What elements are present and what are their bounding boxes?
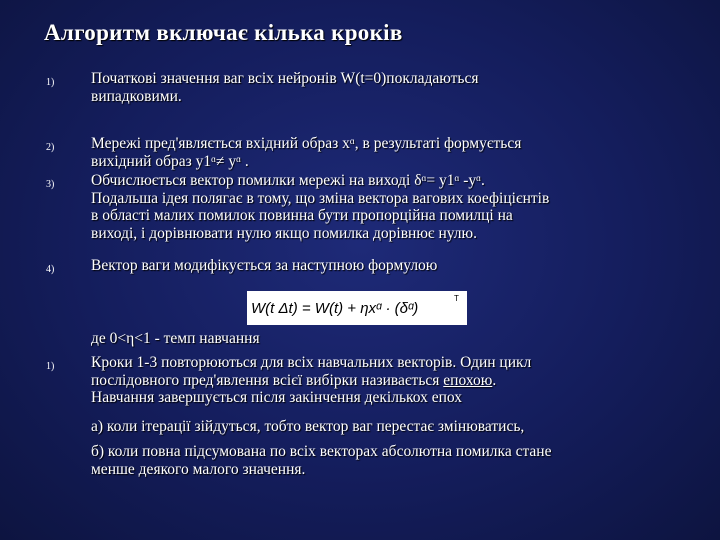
- list-item-5-line-2-end: .: [492, 371, 497, 389]
- list-item-2: [91, 135, 676, 170]
- epoch-term: епохою: [443, 371, 493, 389]
- list-item-2-line-2: вихідний образ y1ᵅ≠ yᵅ .: [91, 152, 249, 170]
- list-item-3-line-2: Подальша ідея полягає в тому, що зміна вектора вагових коефіцієнтів: [91, 189, 550, 207]
- list-item-1-line-1: Початкові значення ваг всіх нейронів W(t=0)покладаються: [91, 70, 479, 87]
- list-item-2-line-1: Мережі пред'являється вхідний образ xᵅ, в результаті формується: [91, 135, 522, 152]
- where-line: [91, 330, 676, 348]
- stop-condition-b-line-2: менше деякого малого значення.: [91, 460, 306, 478]
- list-item-5-line-3: Навчання завершується після закінчення декількох епох: [91, 389, 463, 406]
- list-number-4: 4): [46, 264, 55, 275]
- list-item-4: [91, 257, 676, 275]
- list-number-3: 3): [46, 179, 55, 190]
- weight-update-formula: [247, 291, 467, 325]
- formula-superscript: T: [454, 294, 459, 303]
- stop-condition-b-block: [91, 443, 676, 478]
- where-line-text: де 0<η<1 - темп навчання: [91, 330, 260, 347]
- list-number-5: 1): [46, 361, 55, 372]
- stop-condition-b-line-1: б) коли повна підсумована по всіх векторах абсолютна помилка стане: [91, 443, 552, 460]
- list-item-4-line-1: Вектор ваги модифікується за наступною формулою: [91, 257, 438, 274]
- list-item-3-line-3: в області малих помилок повинна бути пропорційна помилці на: [91, 207, 513, 224]
- list-number-2: 2): [46, 142, 55, 153]
- list-item-1-line-2: випадковими.: [91, 87, 182, 105]
- list-item-3-line-1: Обчислюється вектор помилки мережі на виході δᵅ= y1ᵅ -yᵅ.: [91, 172, 485, 189]
- list-item-1: [91, 70, 676, 105]
- list-item-3-line-4: виході, і дорівнювати нулю якщо помилка дорівнює нулю.: [91, 224, 478, 242]
- list-item-5-line-2: [91, 372, 676, 390]
- list-item-5-line-1: Кроки 1-3 повторюються для всіх навчальних векторів. Один цикл: [91, 354, 532, 371]
- stop-condition-a: а) коли ітерації зійдуться, тобто вектор ваг перестає змінюватись,: [91, 418, 525, 435]
- list-item-3: [91, 172, 676, 242]
- slide-title: Алгоритм включає кілька кроків: [44, 20, 403, 45]
- list-number-1: 1): [46, 77, 55, 88]
- stop-conditions: [91, 418, 676, 436]
- formula-text: W(t Δt) = W(t) + ηxᵅ · (δᵅ): [251, 300, 419, 317]
- list-item-5: [91, 354, 676, 407]
- list-item-5-line-2-text: послідовного пред'явлення всієї вибірки називається: [91, 371, 444, 389]
